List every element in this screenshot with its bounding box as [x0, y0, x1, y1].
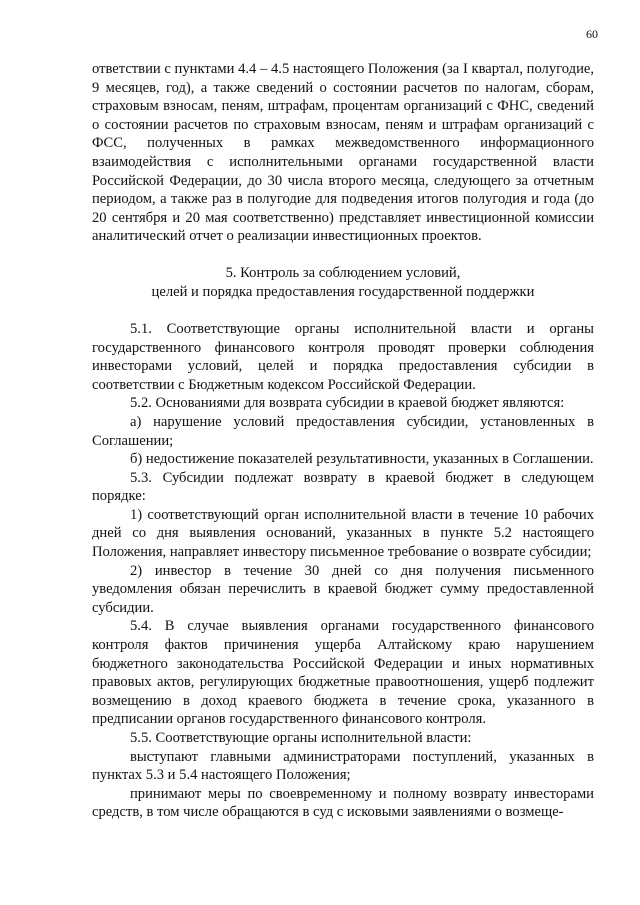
- section-heading-line-1: 5. Контроль за соблюдением условий,: [225, 264, 461, 281]
- paragraph-5-3: 5.3. Субсидии подлежат возврату в краевой бюджет в следующем порядке:: [92, 469, 594, 505]
- list-item-2: 2) инвестор в течение 30 дней со дня получения письменного уведомления обязан перечислить в краевой бюджет сумму предоставленной субсидии.: [92, 562, 594, 616]
- list-item-a: а) нарушение условий предоставления субсидии, установленных в Соглашении;: [92, 413, 594, 449]
- paragraph-5-4: 5.4. В случае выявления органами государственного финансового контроля фактов причинения ущерба Алтайскому краю нарушением бюджетного законодательства Российской Федерации и иных нормативных правовых актов, регулирующих бюджетные правоотношения, ущерб подлежит возмещению в доход краевого бюджета в течение срока, указанного в предписании органов государственного финансового контроля.: [92, 618, 594, 728]
- list-item-1: 1) соответствующий орган исполнительной власти в течение 10 рабочих дней со дня выявления оснований, указанных в пункте 5.2 настоящего Положения, направляет инвестору письменное требование о возврате субсидии;: [92, 506, 594, 561]
- paragraph: принимают меры по своевременному и полному возврату инвесторами средств, в том числе обращаются в суд с исковыми заявлениями о возмеще-: [92, 785, 594, 821]
- document-body: [92, 60, 594, 822]
- paragraph-5-2: 5.2. Основаниями для возврата субсидии в краевой бюджет являются:: [130, 395, 565, 412]
- list-item-b: б) недостижение показателей результативности, указанных в Соглашении.: [130, 451, 594, 468]
- section-heading: [92, 264, 594, 302]
- paragraph-5-1: 5.1. Соответствующие органы исполнительной власти и органы государственного финансового контроля проводят проверки соблюдения инвесторами условий, целей и порядка предоставления субсидии в соответствии с Бюджетным кодексом Российской Федерации.: [92, 320, 594, 393]
- paragraph-5-5: 5.5. Соответствующие органы исполнительной власти:: [130, 730, 472, 746]
- section-heading-line-2: целей и порядка предоставления государственной поддержки: [151, 283, 535, 300]
- paragraph: ответствии с пунктами 4.4 – 4.5 настоящего Положения (за I квартал, полугодие, 9 месяцев, год), а также сведений о состоянии расчетов по налогам, сборам, страховым взносам, пеням, штрафам, процентам организаций с ФНС, сведений о состоянии расчетов по страховым взносам, пеням и штрафам организаций с ФСС, полученных в рамках межведомственного информационного взаимодействия с исполнительными органами государственной власти Российской Федерации, до 30 числа второго месяца, следующего за отчетным периодом, а также раз в полугодие для подведения итогов полугодия и года (до 20 сентября и 20 мая соответственно) представляет инвестиционной комиссии аналитический отчет о реализации инвестиционных проектов.: [92, 61, 594, 245]
- page-number: 60: [586, 27, 598, 41]
- paragraph: выступают главными администраторами поступлений, указанных в пунктах 5.3 и 5.4 настоящего Положения;: [92, 748, 594, 784]
